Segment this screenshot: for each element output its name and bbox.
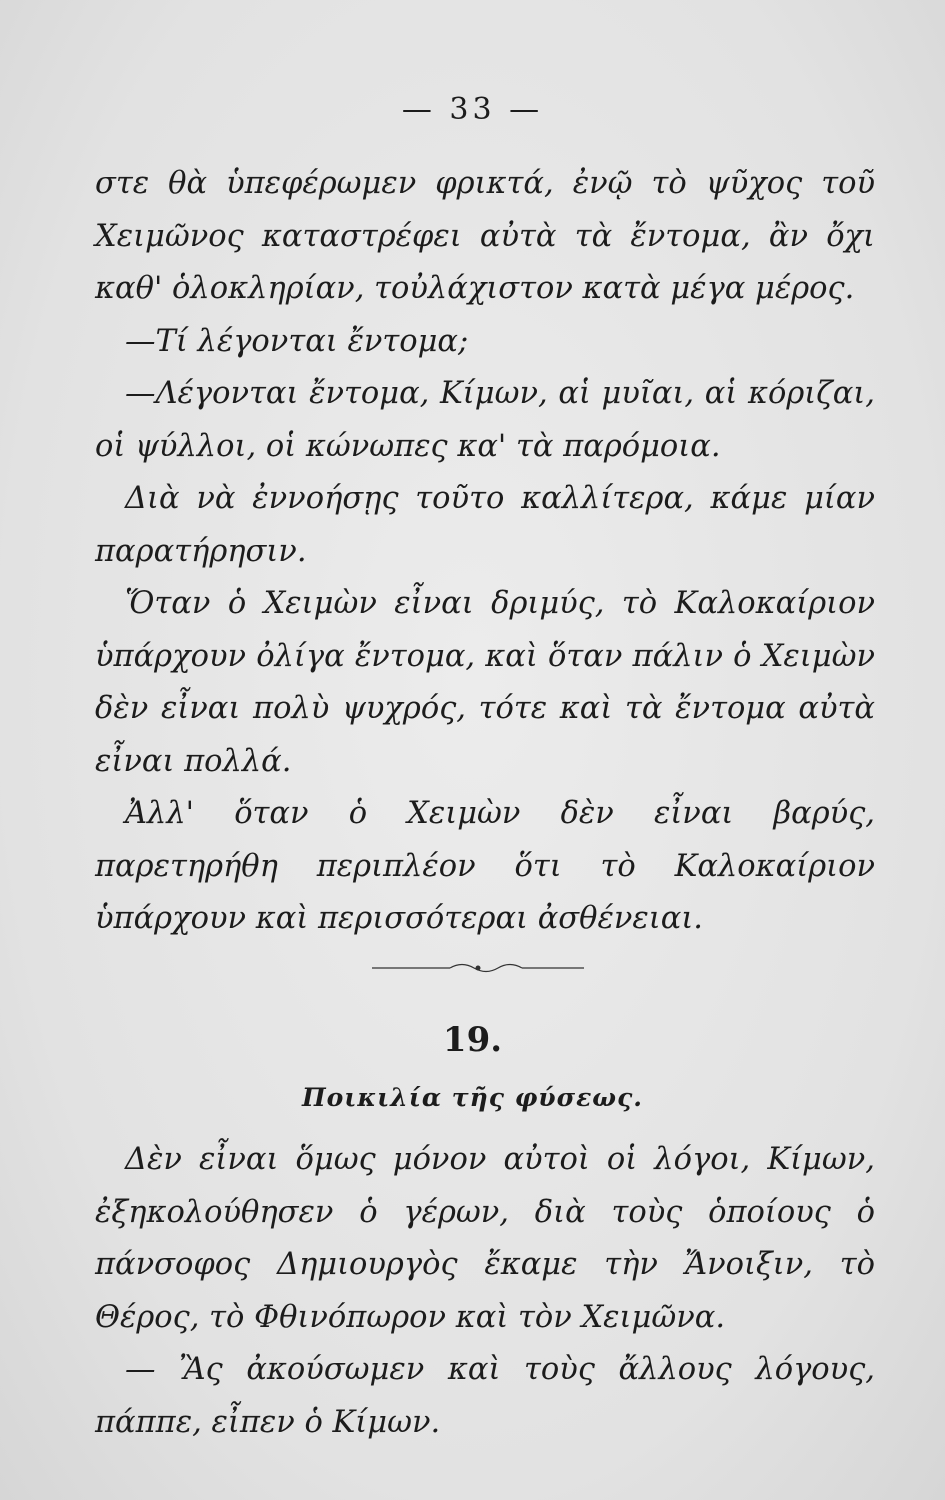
paragraph: Ὅταν ὁ Χειμὼν εἶναι δριμύς, τὸ Καλοκαίριον ὑπάρχουν ὀλίγα ἔντομα, καὶ ὅταν πάλιν ὁ Χειμὼν δὲν εἶναι πολὺ ψυχρός, τότε καὶ τὰ ἔντομα αὐτὰ εἶναι πολλά. (95, 586, 875, 779)
section-number: 19. (442, 1020, 503, 1060)
section-divider-ornament (372, 958, 584, 978)
section-title: Ποικιλία τῆς φύσεως. (301, 1083, 644, 1112)
page-number: — 33 — (401, 92, 544, 127)
paragraph: στε θὰ ὑπεφέρωμεν φρικτά, ἐνῷ τὸ ψῦχος τοῦ Χειμῶνος καταστρέφει αὐτὰ τὰ ἔντομα, ἂν ὄχι καθ' ὁλοκληρίαν, τοὐλάχιστον κατὰ μέγα μέρος. (95, 166, 875, 306)
paragraph: Ἀλλ' ὅταν ὁ Χειμὼν δὲν εἶναι βαρύς, παρετηρήθη περιπλέον ὅτι τὸ Καλοκαίριον ὑπάρχουν καὶ περισσότεραι ἀσθένειαι. (95, 796, 875, 936)
paragraph: —Λέγονται ἔντομα, Κίμων, αἱ μυῖαι, αἱ κόριζαι, οἱ ψύλλοι, οἱ κώνωπες κα' τὰ παρόμοια. (95, 376, 875, 464)
paragraph: — Ἂς ἀκούσωμεν καὶ τοὺς ἄλλους λόγους, πάππε, εἶπεν ὁ Κίμων. (95, 1352, 875, 1440)
text-block-bottom (95, 1134, 875, 1449)
paragraph: Δὲν εἶναι ὅμως μόνον αὐτοὶ οἱ λόγοι, Κίμων, ἐξηκολούθησεν ὁ γέρων, διὰ τοὺς ὁποίους ὁ πάνσοφος Δημιουργὸς ἔκαμε τὴν Ἄνοιξιν, τὸ Θέρος, τὸ Φθινόπωρον καὶ τὸν Χειμῶνα. (95, 1142, 875, 1335)
paragraph: Διὰ νὰ ἐννοήσῃς τοῦτο καλλίτερα, κάμε μίαν παρατήρησιν. (95, 481, 875, 569)
text-block-top (95, 158, 875, 946)
paragraph: —Τί λέγονται ἔντομα; (125, 323, 469, 359)
